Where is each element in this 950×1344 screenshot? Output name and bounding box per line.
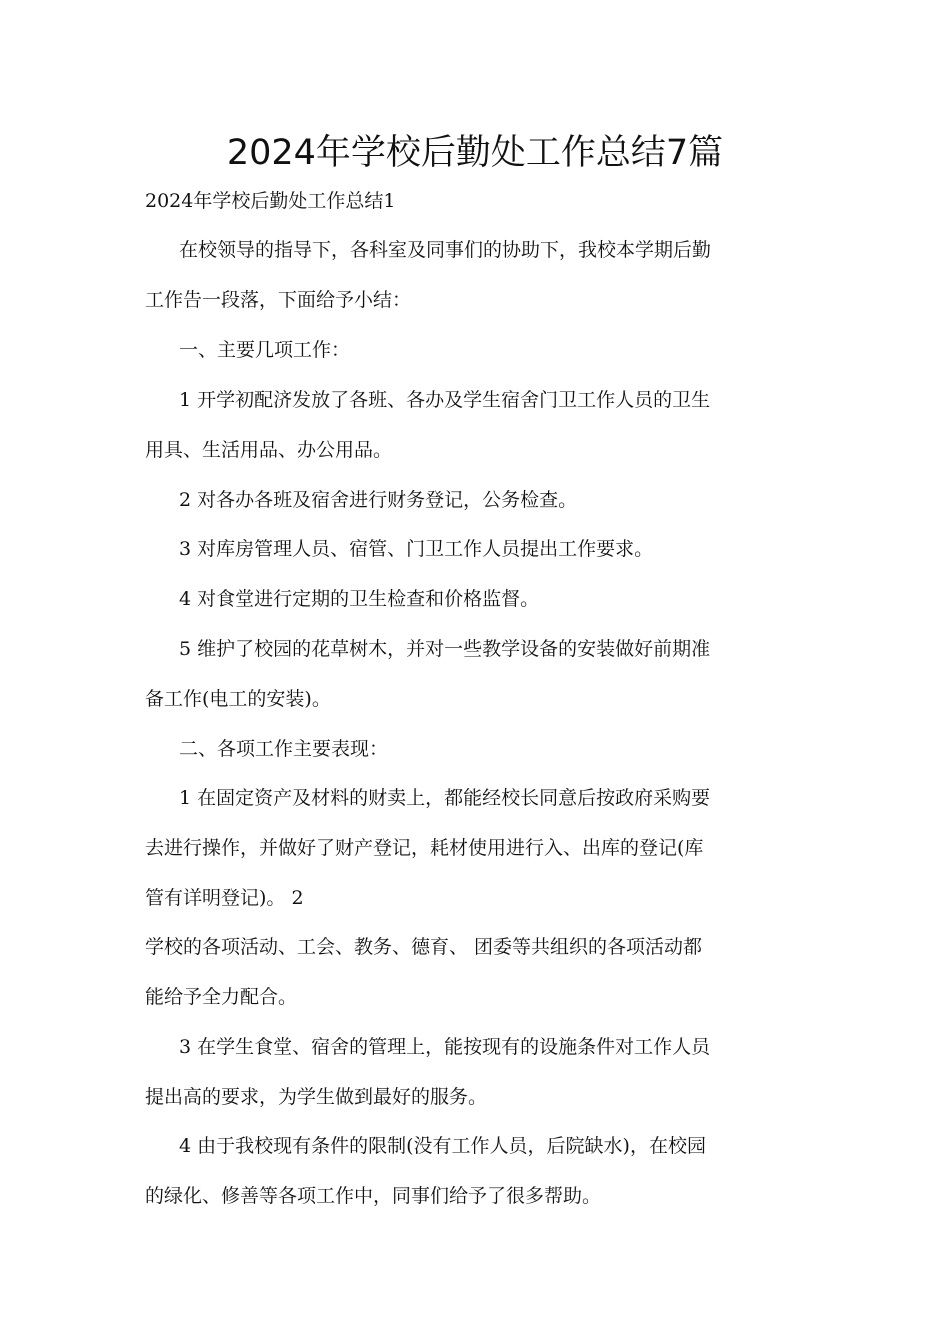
paragraph-line: 5 维护了校园的花草树木，并对一些教学设备的安装做好前期准 [179, 638, 711, 660]
paragraph-line: 3 对库房管理人员、宿管、门卫工作人员提出工作要求。 [179, 538, 654, 560]
document-title: 2024年学校后勤处工作总结7篇 [226, 133, 724, 173]
paragraph-line: 1 在固定资产及材料的财卖上，都能经校长同意后按政府采购要 [179, 787, 711, 809]
paragraph-line: 的绿化、修善等各项工作中，同事们给予了很多帮助。 [145, 1185, 602, 1207]
paragraph-line: 能给予全力配合。 [145, 986, 298, 1008]
paragraph-line: 工作告一段落，下面给予小结： [145, 289, 412, 311]
paragraph-line: 4 对食堂进行定期的卫生检查和价格监督。 [179, 588, 540, 610]
document-subtitle: 2024年学校后勤处工作总结1 [145, 190, 396, 212]
paragraph-line: 去进行操作，并做好了财产登记，耗材使用进行入、出库的登记(库 [145, 837, 704, 859]
paragraph-line: 在校领导的指导下，各科室及同事们的协助下，我校本学期后勤 [179, 239, 712, 261]
paragraph-line: 用具、生活用品、办公用品。 [145, 439, 393, 461]
paragraph-line: 管有详明登记)。 2 [145, 887, 304, 909]
section-heading: 二、各项工作主要表现： [179, 738, 389, 760]
paragraph-line: 备工作(电工的安装)。 [145, 688, 331, 710]
paragraph-line: 提出高的要求，为学生做到最好的服务。 [145, 1086, 488, 1108]
paragraph-line: 2 对各办各班及宿舍进行财务登记，公务检查。 [179, 489, 578, 511]
paragraph-line: 4 由于我校现有条件的限制(没有工作人员，后院缺水)，在校园 [179, 1135, 706, 1157]
paragraph-line: 学校的各项活动、工会、教务、德育、 团委等共组织的各项活动都 [145, 936, 703, 958]
paragraph-line: 1 开学初配济发放了各班、各办及学生宿舍门卫工作人员的卫生 [179, 389, 711, 411]
section-heading: 一、主要几项工作： [179, 339, 351, 361]
paragraph-line: 3 在学生食堂、宿舍的管理上，能按现有的设施条件对工作人员 [179, 1036, 711, 1058]
